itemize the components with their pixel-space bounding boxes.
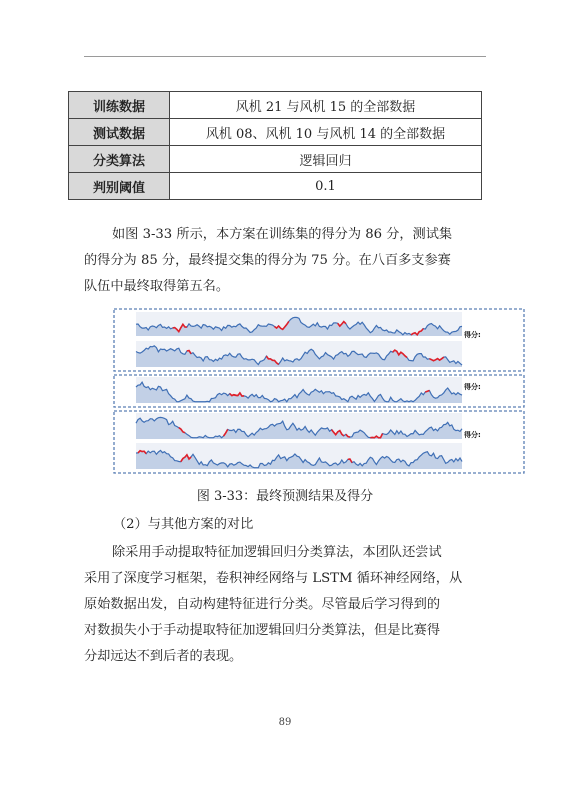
paragraph-line: 如图 3-33 所示，本方案在训练集的得分为 86 分，测试集 bbox=[112, 227, 453, 242]
paragraph-line: 对数损失小于手动提取特征加逻辑回归分类算法，但是比赛得 bbox=[84, 623, 441, 638]
results-paragraph bbox=[84, 222, 488, 300]
paragraph-line: 的得分为 85 分，最终提交集的得分为 75 分。在八百多支参赛 bbox=[84, 253, 451, 268]
row-key: 判别阈值 bbox=[69, 173, 170, 200]
row-value: 风机 21 与风机 15 的全部数据 bbox=[170, 92, 482, 119]
table-row bbox=[69, 92, 482, 119]
prediction-figure bbox=[108, 307, 528, 483]
parameter-table bbox=[68, 91, 482, 200]
paragraph-line: 队伍中最终取得第五名。 bbox=[84, 279, 230, 294]
row-value: 逻辑回归 bbox=[170, 146, 482, 173]
row-key: 训练数据 bbox=[69, 92, 170, 119]
comparison-paragraph bbox=[84, 540, 488, 670]
row-value: 风机 08、风机 10 与风机 14 的全部数据 bbox=[170, 119, 482, 146]
figure-caption: 图 3-33：最终预测结果及得分 bbox=[196, 489, 374, 504]
prediction-plots bbox=[108, 307, 528, 483]
score-label: 得分: bbox=[464, 331, 481, 339]
paragraph-line: 采用了深度学习框架，卷积神经网络与 LSTM 循环神经网络，从 bbox=[84, 571, 463, 586]
header-rule bbox=[84, 56, 486, 57]
paragraph-line: 除采用手动提取特征加逻辑回归分类算法，本团队还尝试 bbox=[112, 545, 442, 560]
row-key: 测试数据 bbox=[69, 119, 170, 146]
page-number: 89 bbox=[278, 717, 292, 728]
table-row bbox=[69, 173, 482, 200]
row-value: 0.1 bbox=[170, 173, 482, 200]
score-label: 得分: bbox=[464, 431, 481, 439]
table-row bbox=[69, 119, 482, 146]
fault-segment bbox=[232, 395, 238, 396]
table-row bbox=[69, 146, 482, 173]
row-key: 分类算法 bbox=[69, 146, 170, 173]
score-label: 得分: bbox=[464, 383, 481, 391]
section-subheading: （2）与其他方案的对比 bbox=[113, 517, 254, 532]
paragraph-line: 分却远达不到后者的表现。 bbox=[84, 649, 243, 664]
paragraph-line: 原始数据出发，自动构建特征进行分类。尽管最后学习得到的 bbox=[84, 597, 441, 612]
